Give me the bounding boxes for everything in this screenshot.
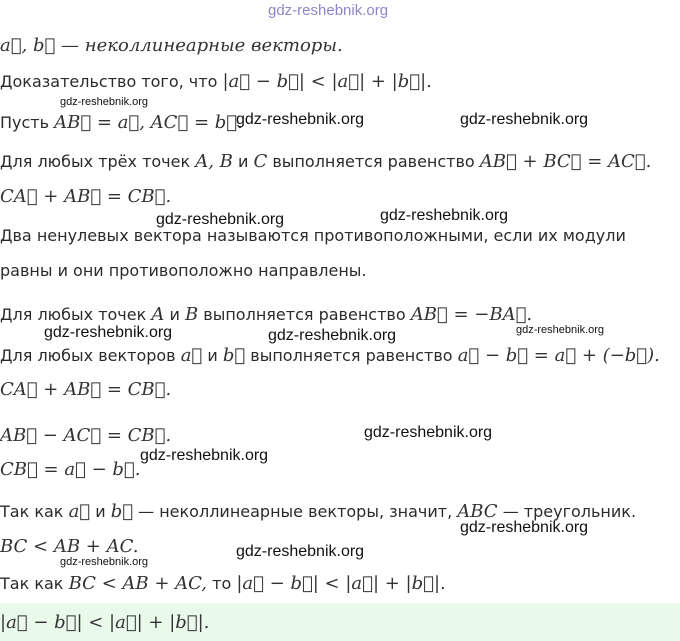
- triangle-conclusion-and: и: [95, 502, 106, 521]
- line-therefore: [0, 574, 446, 594]
- difference-rule-text2: выполняется равенство: [250, 346, 453, 365]
- watermark: gdz-reshebnik.org: [44, 324, 173, 341]
- difference-rule-a: a⃗: [180, 345, 203, 366]
- watermark: gdz-reshebnik.org: [364, 424, 493, 441]
- opposite-rule-and: и: [169, 305, 180, 324]
- triangle-rule-points: A, B: [195, 151, 233, 172]
- line-ab-ac-cb: AB⃗ − AC⃗ = CB⃗.: [0, 425, 172, 446]
- opposite-rule-text2: выполняется равенство: [203, 305, 406, 324]
- watermark: gdz-reshebnik.org: [60, 96, 149, 108]
- triangle-rule-formula: AB⃗ + BC⃗ = AC⃗.: [479, 151, 652, 172]
- line-difference-rule: [0, 346, 660, 366]
- therefore-text2: то: [212, 574, 232, 593]
- watermark: gdz-reshebnik.org: [380, 207, 509, 224]
- triangle-conclusion-text: Так как: [0, 502, 64, 521]
- triangle-rule-text2: выполняется равенство: [272, 152, 475, 171]
- line-ca-ab-cb-2: CA⃗ + AB⃗ = CB⃗.: [0, 379, 172, 400]
- line-noncollinear: a⃗, b⃗ — неколлинеарные векторы.: [0, 35, 343, 56]
- goal-formula: |a⃗ − b⃗| < |a⃗| + |b⃗|.: [222, 71, 432, 92]
- line-ca-ab-cb-1: CA⃗ + AB⃗ = CB⃗.: [0, 186, 172, 207]
- line-triangle-inequality: BC < AB + AC.: [0, 536, 139, 557]
- therefore-text: Так как: [0, 574, 64, 593]
- line-goal: [0, 72, 432, 92]
- difference-rule-and: и: [207, 346, 218, 365]
- triangle-conclusion-a: a⃗: [68, 501, 91, 522]
- watermark: gdz-reshebnik.org: [460, 519, 589, 536]
- triangle-conclusion-text2: — неколлинеарные векторы, значит,: [138, 502, 453, 521]
- difference-rule-text: Для любых векторов: [0, 346, 176, 365]
- let-formula: AB⃗ = a⃗, AC⃗ = b⃗.: [54, 112, 243, 133]
- triangle-conclusion-abc: ABC: [457, 501, 498, 522]
- watermark: gdz-reshebnik.org: [156, 211, 285, 228]
- let-text: Пусть: [0, 113, 50, 132]
- line-triangle-rule: [0, 152, 651, 172]
- opposite-rule-point-b: B: [184, 304, 199, 325]
- opposite-rule-text: Для любых точек: [0, 305, 147, 324]
- triangle-rule-and: и: [238, 152, 249, 171]
- watermark: gdz-reshebnik.org: [516, 324, 605, 336]
- line-let: [0, 113, 243, 133]
- watermark: gdz-reshebnik.org: [60, 556, 149, 568]
- watermark-top: gdz-reshebnik.org: [268, 2, 389, 19]
- triangle-rule-text: Для любых трёх точек: [0, 152, 191, 171]
- line-opposite-def-1: Два ненулевых вектора называются противоположными, если их модули: [0, 226, 626, 245]
- therefore-inequality: BC < AB + AC,: [68, 573, 208, 594]
- watermark: gdz-reshebnik.org: [268, 327, 397, 344]
- triangle-rule-point-c: C: [253, 151, 268, 172]
- line-opposite-rule: [0, 305, 532, 325]
- triangle-conclusion-b: b⃗: [110, 501, 134, 522]
- opposite-rule-formula: AB⃗ = −BA⃗.: [410, 304, 533, 325]
- difference-rule-b: b⃗: [222, 345, 246, 366]
- triangle-conclusion-text3: — треугольник.: [502, 502, 637, 521]
- opposite-rule-point-a: A: [151, 304, 165, 325]
- watermark: gdz-reshebnik.org: [460, 111, 589, 128]
- line-final-answer: |a⃗ − b⃗| < |a⃗| + |b⃗|.: [0, 612, 210, 633]
- therefore-formula: |a⃗ − b⃗| < |a⃗| + |b⃗|.: [236, 573, 446, 594]
- line-cb-equals: CB⃗ = a⃗ − b⃗.: [0, 459, 141, 480]
- watermark: gdz-reshebnik.org: [236, 111, 365, 128]
- line-opposite-def-2: равны и они противоположно направлены.: [0, 261, 367, 280]
- watermark: gdz-reshebnik.org: [236, 543, 365, 560]
- watermark: gdz-reshebnik.org: [140, 447, 269, 464]
- difference-rule-formula: a⃗ − b⃗ = a⃗ + (−b⃗).: [457, 345, 660, 366]
- goal-text: Доказательство того, что: [0, 72, 218, 91]
